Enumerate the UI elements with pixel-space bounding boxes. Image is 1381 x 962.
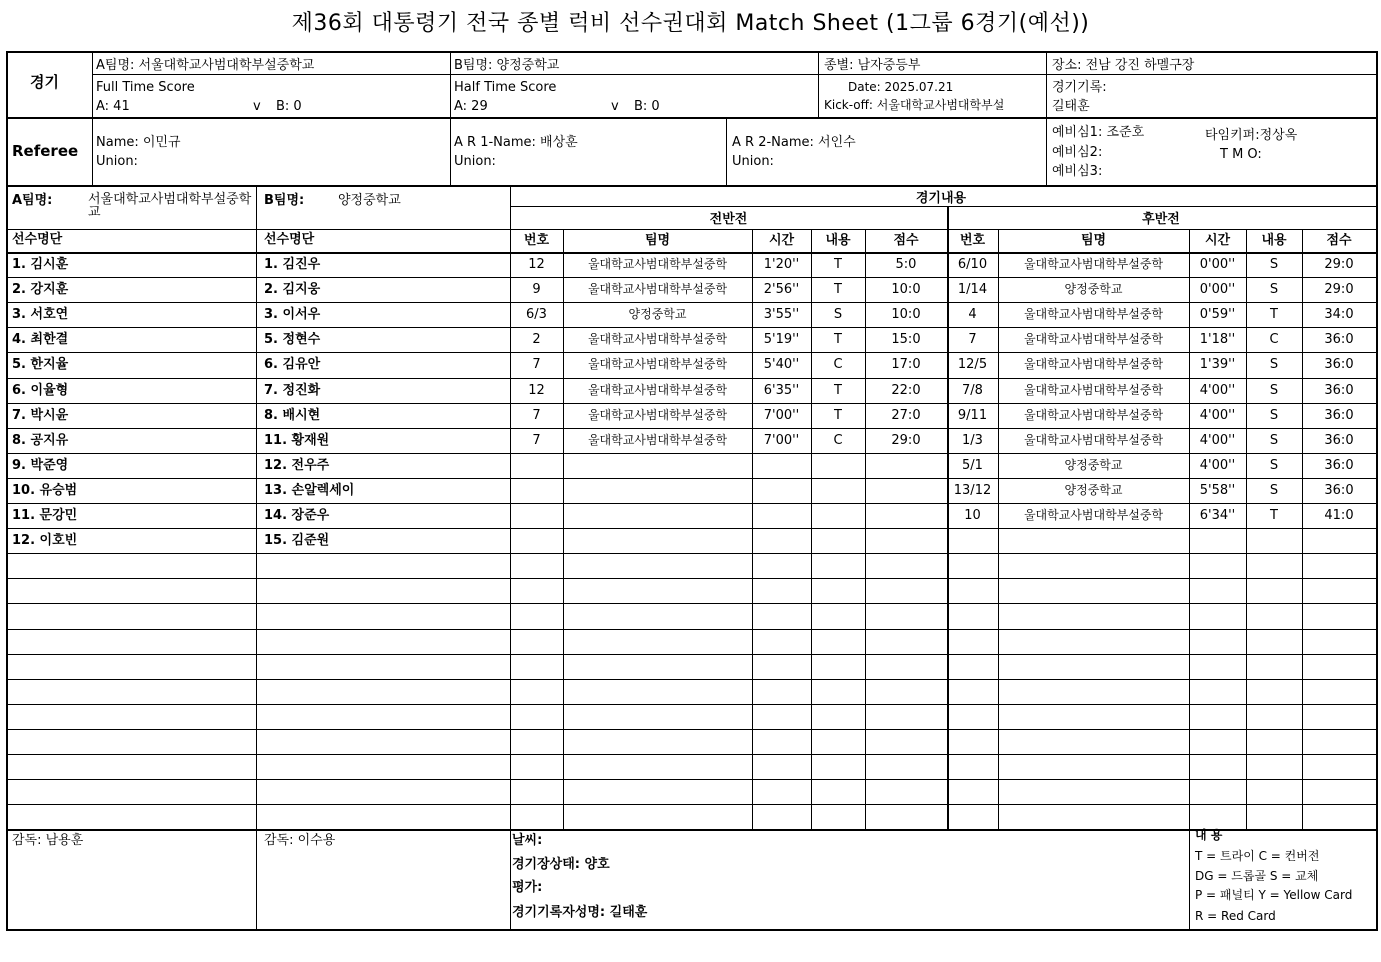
- second-half-event-8-시간: 4'00'': [1199, 433, 1236, 448]
- player-a-12: 12. 이호빈: [12, 533, 78, 548]
- column-header-first-3: 내용: [825, 233, 851, 248]
- page-title: 제36회 대통령기 전국 종별 럭비 선수권대회 Match Sheet (1그룹 6경기(예선)): [291, 11, 1090, 36]
- first-half-event-8-내용: C: [833, 433, 843, 448]
- player-b-2: 2. 김지웅: [264, 282, 321, 297]
- full-time-score-b: B: 0: [276, 99, 302, 114]
- full-time-v: v: [253, 99, 261, 114]
- second-half-event-4-번호: 7: [968, 332, 977, 347]
- second-half-event-1-번호: 6/10: [957, 257, 988, 272]
- second-half-event-1-내용: S: [1269, 257, 1279, 272]
- grid-line-v: [450, 53, 451, 185]
- player-a-11: 11. 문강민: [12, 508, 78, 523]
- first-half-event-8-점수: 29:0: [891, 433, 921, 448]
- referee-label: Referee: [12, 142, 79, 160]
- second-half-event-4-내용: C: [1269, 332, 1279, 347]
- second-half-event-9-팀명: 양정중학교: [1064, 458, 1123, 472]
- first-half-event-6-내용: T: [834, 383, 842, 398]
- half-time-score-b: B: 0: [634, 99, 660, 114]
- first-half-event-4-번호: 2: [532, 332, 541, 347]
- player-a-4: 4. 최한결: [12, 332, 69, 347]
- grid-line-h: [92, 74, 1376, 75]
- team-a-full-name: 서울대학교사범대학부설중학교: [88, 192, 252, 220]
- first-half-event-7-점수: 27:0: [891, 408, 921, 423]
- legend-line-2: DG = 드롭골 S = 교체: [1195, 869, 1319, 883]
- ar1-name: A R 1-Name: 배상훈: [454, 135, 578, 150]
- second-half-event-4-시간: 1'18'': [1199, 332, 1236, 347]
- half-time-v: v: [611, 99, 619, 114]
- column-header-second-2: 시간: [1204, 233, 1231, 248]
- player-b-5: 6. 김유안: [264, 357, 321, 372]
- first-half-event-1-시간: 1'20'': [763, 257, 800, 272]
- team-a-roster-label: 선수명단: [12, 232, 63, 247]
- team-a-label: A팀명:: [12, 193, 53, 208]
- half-time-score-a: A: 29: [454, 99, 488, 114]
- player-a-5: 5. 한지율: [12, 357, 69, 372]
- first-half-event-6-팀명: 울대학교사범대학부설중학: [587, 383, 728, 397]
- first-half-event-7-팀명: 울대학교사범대학부설중학: [587, 408, 728, 422]
- first-half-event-2-시간: 2'56'': [763, 282, 800, 297]
- column-header-second-1: 팀명: [1080, 233, 1107, 248]
- second-half-event-2-팀명: 양정중학교: [1064, 282, 1123, 296]
- second-half-event-11-팀명: 울대학교사범대학부설중학: [1023, 508, 1164, 522]
- second-half-event-7-내용: S: [1269, 408, 1279, 423]
- second-half-event-8-내용: S: [1269, 433, 1279, 448]
- grid-line-h: [8, 553, 1376, 554]
- second-half-event-1-팀명: 울대학교사범대학부설중학: [1023, 257, 1164, 271]
- second-half-event-5-점수: 36:0: [1324, 357, 1354, 372]
- second-half-event-7-시간: 4'00'': [1199, 408, 1236, 423]
- first-half-event-7-번호: 7: [532, 408, 541, 423]
- team-b-roster-label: 선수명단: [264, 232, 315, 247]
- second-half-event-6-시간: 4'00'': [1199, 383, 1236, 398]
- legend-line-1: T = 트라이 C = 컨버전: [1195, 849, 1320, 863]
- second-half-event-5-번호: 12/5: [957, 357, 988, 372]
- first-half-event-8-시간: 7'00'': [763, 433, 800, 448]
- second-half-event-3-시간: 0'59'': [1199, 307, 1236, 322]
- weather: 날씨:: [512, 833, 543, 848]
- second-half-event-6-내용: S: [1269, 383, 1279, 398]
- second-half-event-6-팀명: 울대학교사범대학부설중학: [1023, 383, 1164, 397]
- second-half-event-10-팀명: 양정중학교: [1064, 483, 1123, 497]
- reserve-referee-1: 예비심1: 조준호: [1052, 125, 1145, 140]
- first-half-title: 전반전: [709, 212, 748, 227]
- second-half-event-6-점수: 36:0: [1324, 383, 1354, 398]
- grid-line-h: [8, 229, 510, 230]
- first-half-event-7-내용: T: [834, 408, 842, 423]
- second-half-event-10-내용: S: [1269, 483, 1279, 498]
- second-half-event-2-점수: 29:0: [1324, 282, 1354, 297]
- grid-line-h: [8, 117, 1376, 119]
- second-half-event-7-점수: 36:0: [1324, 408, 1354, 423]
- team-b-label: B팀명:: [264, 193, 305, 208]
- evaluation: 평가:: [512, 880, 543, 895]
- second-half-event-7-팀명: 울대학교사범대학부설중학: [1023, 408, 1164, 422]
- grid-line-h: [8, 779, 1376, 780]
- player-b-11: 14. 장준우: [264, 508, 330, 523]
- second-half-event-10-점수: 36:0: [1324, 483, 1354, 498]
- division: 종별: 남자중등부: [824, 58, 921, 73]
- half-time-label: Half Time Score: [454, 80, 557, 95]
- player-b-6: 7. 정진화: [264, 383, 321, 398]
- column-header-second-4: 점수: [1326, 233, 1352, 248]
- first-half-event-1-내용: T: [834, 257, 842, 272]
- player-a-3: 3. 서호연: [12, 307, 69, 322]
- match-label: 경기: [30, 73, 59, 91]
- column-header-first-2: 시간: [768, 233, 795, 248]
- first-half-event-2-점수: 10:0: [891, 282, 921, 297]
- coach-b: 감독: 이수용: [264, 833, 336, 848]
- player-b-10: 13. 손알렉세이: [264, 483, 355, 498]
- kickoff: Kick-off: 서울대학교사범대학부설: [824, 98, 1005, 112]
- field-condition: 경기장상태: 양호: [512, 857, 610, 872]
- player-a-1: 1. 김시훈: [12, 257, 69, 272]
- ar2-union: Union:: [732, 154, 774, 169]
- grid-line-h: [8, 804, 1376, 805]
- player-b-3: 3. 이서우: [264, 307, 321, 322]
- first-half-event-6-시간: 6'35'': [763, 383, 800, 398]
- second-half-event-8-점수: 36:0: [1324, 433, 1354, 448]
- ar1-union: Union:: [454, 154, 496, 169]
- first-half-event-6-점수: 22:0: [891, 383, 921, 398]
- first-half-event-2-번호: 9: [532, 282, 541, 297]
- match-date: Date: 2025.07.21: [848, 80, 954, 94]
- first-half-event-8-번호: 7: [532, 433, 541, 448]
- second-half-event-4-팀명: 울대학교사범대학부설중학: [1023, 332, 1164, 346]
- first-half-event-4-점수: 15:0: [891, 332, 921, 347]
- events-section-title: 경기내용: [915, 191, 967, 206]
- recorder-label: 경기기록:: [1052, 80, 1107, 95]
- second-half-event-2-시간: 0'00'': [1199, 282, 1236, 297]
- first-half-event-5-번호: 7: [532, 357, 541, 372]
- player-a-7: 7. 박시윤: [12, 408, 69, 423]
- recorder-name: 길태훈: [1052, 99, 1090, 114]
- second-half-event-9-번호: 5/1: [962, 458, 983, 473]
- reserve-referee-2: 예비심2:: [1052, 145, 1103, 160]
- legend-line-3: P = 패널티 Y = Yellow Card: [1195, 888, 1353, 902]
- first-half-event-5-내용: C: [833, 357, 843, 372]
- grid-line-h: [8, 603, 1376, 604]
- player-a-6: 6. 이율형: [12, 383, 69, 398]
- first-half-event-5-시간: 5'40'': [763, 357, 800, 372]
- first-half-event-6-번호: 12: [528, 383, 545, 398]
- second-half-event-6-번호: 7/8: [962, 383, 983, 398]
- second-half-event-5-팀명: 울대학교사범대학부설중학: [1023, 357, 1164, 371]
- second-half-event-9-시간: 4'00'': [1199, 458, 1236, 473]
- grid-line-h: [8, 829, 1376, 831]
- grid-line-v: [726, 117, 727, 185]
- player-a-9: 9. 박준영: [12, 458, 69, 473]
- first-half-event-7-시간: 7'00'': [763, 408, 800, 423]
- team-a-name: A팀명: 서울대학교사범대학부설중학교: [96, 58, 315, 73]
- player-a-2: 2. 강지훈: [12, 282, 69, 297]
- second-half-event-5-내용: S: [1269, 357, 1279, 372]
- column-header-second-0: 번호: [959, 233, 986, 248]
- ar2-name: A R 2-Name: 서인수: [732, 135, 856, 150]
- second-half-event-7-번호: 9/11: [957, 408, 988, 423]
- grid-line-v: [1046, 53, 1047, 185]
- legend-line-4: R = Red Card: [1195, 909, 1276, 923]
- reserve-referee-3: 예비심3:: [1052, 164, 1103, 179]
- first-half-event-3-시간: 3'55'': [763, 307, 800, 322]
- grid-line-h: [8, 754, 1376, 755]
- player-b-12: 15. 김준원: [264, 533, 330, 548]
- column-header-first-0: 번호: [523, 233, 550, 248]
- first-half-event-1-번호: 12: [528, 257, 545, 272]
- first-half-event-3-팀명: 양정중학교: [628, 307, 687, 321]
- first-half-event-2-팀명: 울대학교사범대학부설중학: [587, 282, 728, 296]
- referee-name: Name: 이민규: [96, 135, 181, 150]
- player-b-1: 1. 김진우: [264, 257, 321, 272]
- grid-line-v: [818, 53, 819, 117]
- grid-line-v: [1189, 829, 1190, 929]
- first-half-event-8-팀명: 울대학교사범대학부설중학: [587, 433, 728, 447]
- first-half-event-1-팀명: 울대학교사범대학부설중학: [587, 257, 728, 271]
- recorder-signature: 경기기록자성명: 길태훈: [512, 905, 648, 920]
- second-half-event-4-점수: 36:0: [1324, 332, 1354, 347]
- second-half-event-10-시간: 5'58'': [1199, 483, 1236, 498]
- team-b-full-name: 양정중학교: [338, 193, 401, 208]
- grid-line-h: [8, 729, 1376, 730]
- first-half-event-4-팀명: 울대학교사범대학부설중학: [587, 332, 728, 346]
- grid-line-h: [8, 185, 1376, 187]
- second-half-event-11-내용: T: [1270, 508, 1278, 523]
- legend-title: 내 용: [1195, 828, 1223, 842]
- grid-line-h: [8, 654, 1376, 655]
- full-time-label: Full Time Score: [96, 80, 195, 95]
- second-half-event-9-점수: 36:0: [1324, 458, 1354, 473]
- second-half-event-9-내용: S: [1269, 458, 1279, 473]
- second-half-event-11-시간: 6'34'': [1199, 508, 1236, 523]
- player-b-8: 11. 황재원: [264, 433, 330, 448]
- second-half-event-11-번호: 10: [964, 508, 981, 523]
- second-half-event-2-내용: S: [1269, 282, 1279, 297]
- second-half-event-8-팀명: 울대학교사범대학부설중학: [1023, 433, 1164, 447]
- second-half-event-3-번호: 4: [968, 307, 977, 322]
- first-half-event-4-시간: 5'19'': [763, 332, 800, 347]
- first-half-event-4-내용: T: [834, 332, 842, 347]
- second-half-event-3-점수: 34:0: [1324, 307, 1354, 322]
- full-time-score-a: A: 41: [96, 99, 130, 114]
- column-header-second-3: 내용: [1261, 233, 1287, 248]
- coach-a: 감독: 남용훈: [12, 833, 84, 848]
- first-half-event-2-내용: T: [834, 282, 842, 297]
- second-half-event-2-번호: 1/14: [957, 282, 988, 297]
- first-half-event-1-점수: 5:0: [895, 257, 917, 272]
- player-b-4: 5. 정현수: [264, 332, 321, 347]
- second-half-event-11-점수: 41:0: [1324, 508, 1354, 523]
- grid-line-h: [8, 704, 1376, 705]
- grid-line-v: [256, 185, 257, 929]
- match-sheet: [6, 51, 1378, 931]
- second-half-event-1-점수: 29:0: [1324, 257, 1354, 272]
- team-b-name: B팀명: 양정중학교: [454, 58, 560, 73]
- grid-line-h: [8, 578, 1376, 579]
- second-half-event-3-팀명: 울대학교사범대학부설중학: [1023, 307, 1164, 321]
- grid-line-v: [92, 53, 93, 185]
- timekeeper: 타임키퍼:정상옥: [1205, 128, 1298, 143]
- grid-line-h: [8, 679, 1376, 680]
- tmo: T M O:: [1220, 147, 1262, 162]
- first-half-event-3-번호: 6/3: [526, 307, 547, 322]
- first-half-event-3-점수: 10:0: [891, 307, 921, 322]
- first-half-event-3-내용: S: [833, 307, 843, 322]
- grid-line-h: [8, 528, 1376, 529]
- venue: 장소: 전남 강진 하멜구장: [1052, 58, 1195, 73]
- first-half-event-5-팀명: 울대학교사범대학부설중학: [587, 357, 728, 371]
- player-b-9: 12. 전우주: [264, 458, 330, 473]
- referee-union: Union:: [96, 154, 138, 169]
- column-header-first-4: 점수: [893, 233, 919, 248]
- second-half-title: 후반전: [1142, 212, 1180, 227]
- player-a-8: 8. 공지유: [12, 433, 69, 448]
- second-half-event-8-번호: 1/3: [962, 433, 983, 448]
- first-half-event-5-점수: 17:0: [891, 357, 921, 372]
- grid-line-h: [8, 629, 1376, 630]
- second-half-event-3-내용: T: [1270, 307, 1278, 322]
- second-half-event-10-번호: 13/12: [953, 483, 992, 498]
- column-header-first-1: 팀명: [644, 233, 671, 248]
- second-half-event-1-시간: 0'00'': [1199, 257, 1236, 272]
- player-b-7: 8. 배시현: [264, 408, 321, 423]
- grid-line-h: [510, 206, 1376, 207]
- player-a-10: 10. 유승범: [12, 483, 78, 498]
- second-half-event-5-시간: 1'39'': [1199, 357, 1236, 372]
